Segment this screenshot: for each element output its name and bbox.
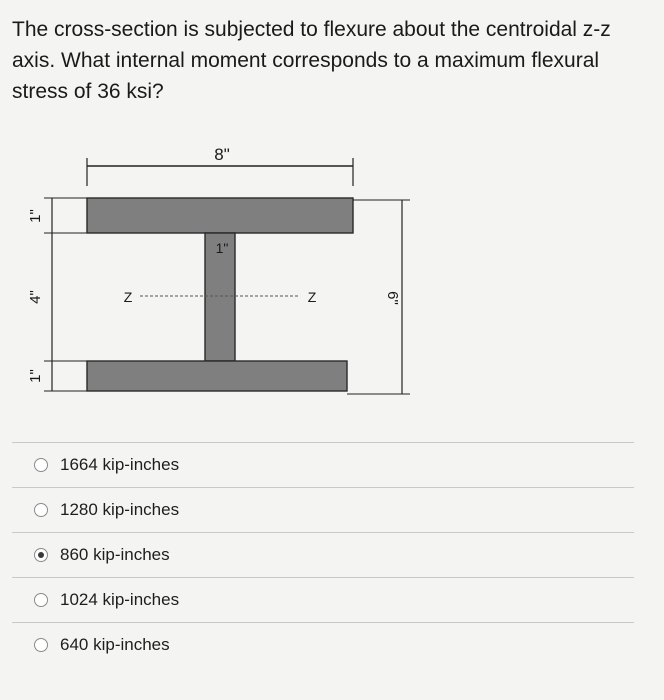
option-label: 1024 kip-inches <box>60 590 180 609</box>
cross-section-figure <box>0 140 664 440</box>
option-1024[interactable] <box>0 578 664 622</box>
cross-section-diagram <box>0 140 664 440</box>
bottom-flange-thickness-label: 1" <box>27 369 44 383</box>
question-text: The cross-section is subjected to flexure about the centroidal z-z axis. What internal moment corresponds to a maximum flexural stress of 36 ksi? <box>12 18 611 103</box>
option-label: 640 kip-inches <box>60 635 170 654</box>
radio-button[interactable] <box>34 638 48 652</box>
axis-label-left: Z <box>123 289 133 305</box>
option-640[interactable] <box>0 623 664 667</box>
web-height-label: 4" <box>27 290 44 304</box>
top-flange <box>87 198 353 233</box>
option-label: 1664 kip-inches <box>60 455 180 474</box>
answer-options <box>0 442 664 667</box>
option-label: 860 kip-inches <box>60 545 170 564</box>
radio-button[interactable] <box>34 503 48 517</box>
web-thickness-label: 1" <box>215 240 229 256</box>
bottom-flange <box>87 361 347 391</box>
axis-label-right: Z <box>307 289 317 305</box>
total-height-label: 6" <box>384 291 401 305</box>
option-1664[interactable] <box>0 443 664 487</box>
option-label: 1280 kip-inches <box>60 500 180 519</box>
top-flange-thickness-label: 1" <box>27 209 44 223</box>
width-label: 8" <box>214 145 230 164</box>
option-1280[interactable] <box>0 488 664 532</box>
radio-button-selected[interactable] <box>34 548 48 562</box>
radio-button[interactable] <box>34 458 48 472</box>
option-860[interactable] <box>0 533 664 577</box>
radio-button[interactable] <box>34 593 48 607</box>
